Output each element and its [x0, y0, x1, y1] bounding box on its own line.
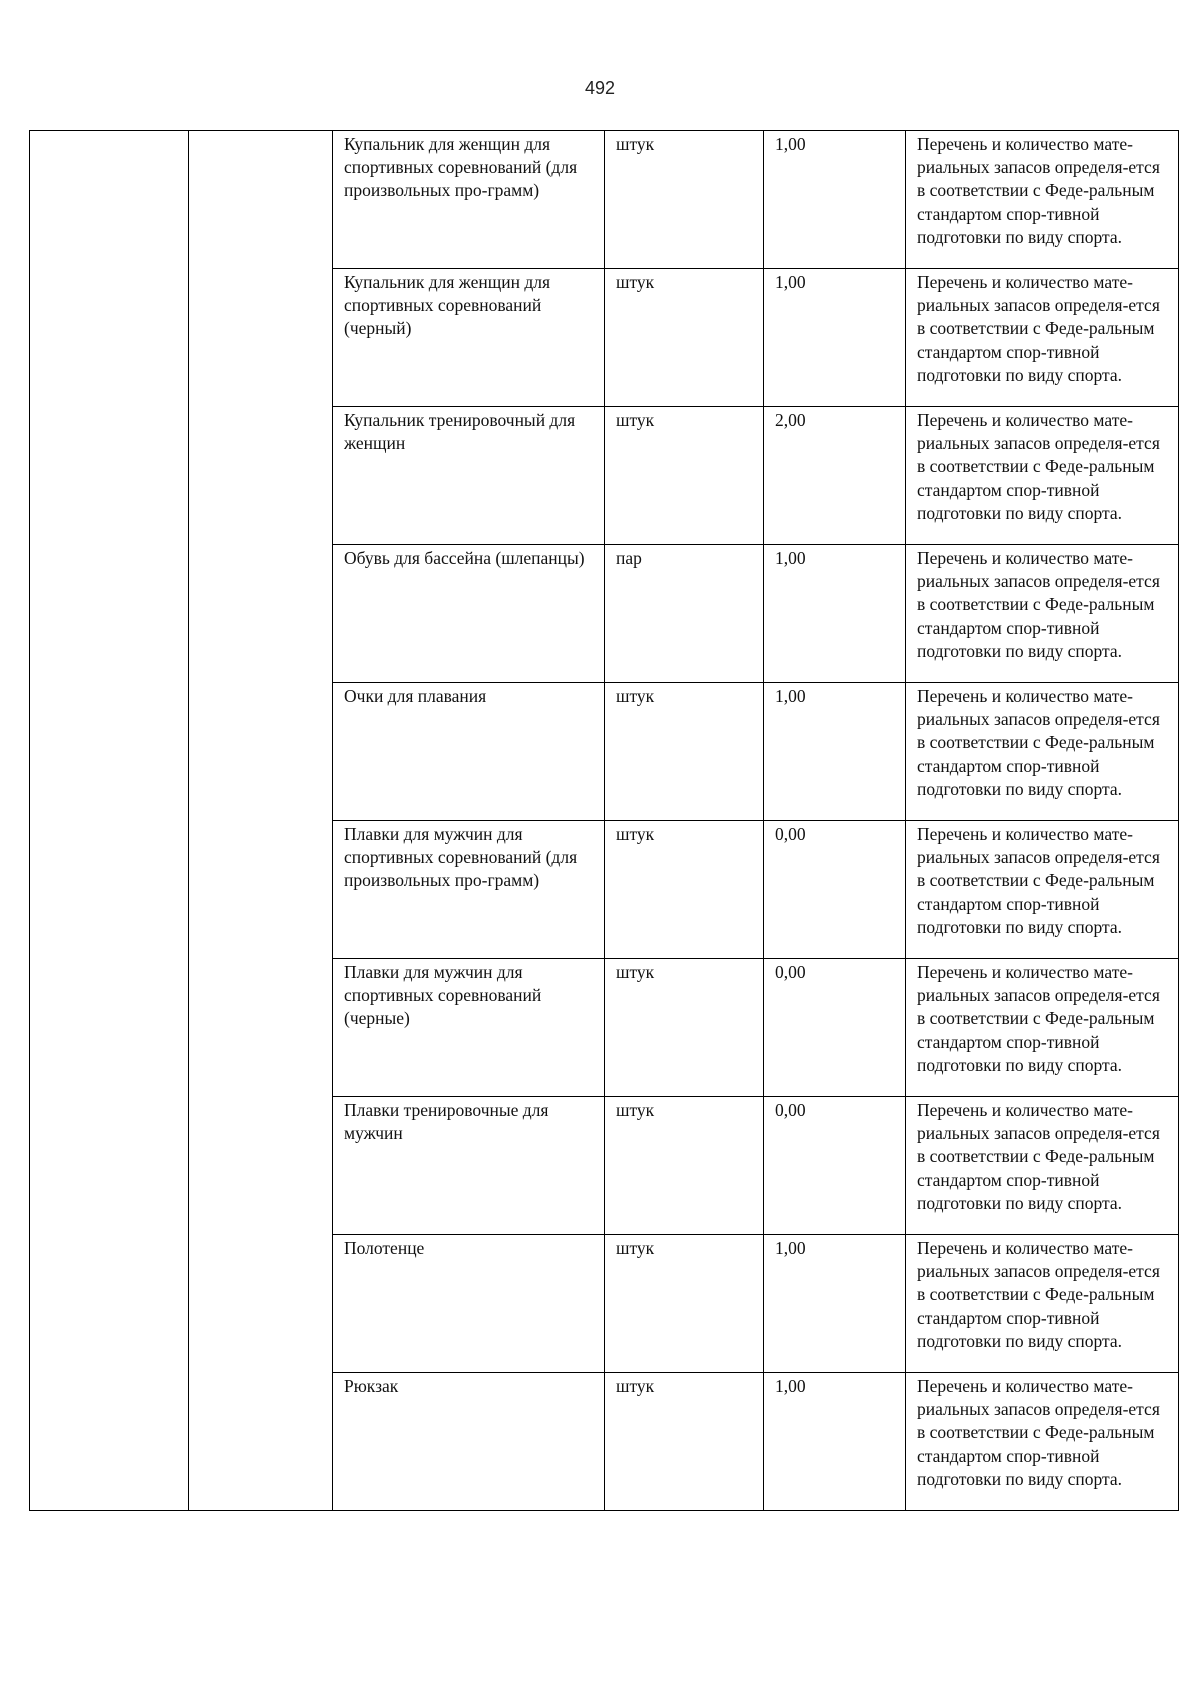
- table-row: [30, 131, 1179, 269]
- unit-cell: штук: [605, 821, 764, 959]
- item-name-cell: Плавки тренировочные для мужчин: [333, 1097, 605, 1235]
- item-name-cell: Очки для плавания: [333, 683, 605, 821]
- unit-cell: штук: [605, 959, 764, 1097]
- note-cell: Перечень и количество мате-риальных запасов определя-ется в соответствии с Феде-ральным стандартом спор-тивной подготовки по виду спорта.: [906, 821, 1179, 959]
- merged-empty-cell-1: [30, 131, 189, 1511]
- item-name-cell: Плавки для мужчин для спортивных соревнований (черные): [333, 959, 605, 1097]
- unit-cell: штук: [605, 1373, 764, 1511]
- note-cell: Перечень и количество мате-риальных запасов определя-ется в соответствии с Феде-ральным стандартом спор-тивной подготовки по виду спорта.: [906, 959, 1179, 1097]
- unit-cell: штук: [605, 1097, 764, 1235]
- unit-cell: штук: [605, 1235, 764, 1373]
- quantity-cell: 1,00: [764, 1373, 906, 1511]
- unit-cell: пар: [605, 545, 764, 683]
- page-number: 492: [584, 78, 616, 98]
- unit-cell: штук: [605, 407, 764, 545]
- note-cell: Перечень и количество мате-риальных запасов определя-ется в соответствии с Феде-ральным стандартом спор-тивной подготовки по виду спорта.: [906, 269, 1179, 407]
- quantity-cell: 0,00: [764, 1097, 906, 1235]
- quantity-cell: 2,00: [764, 407, 906, 545]
- quantity-cell: 1,00: [764, 545, 906, 683]
- item-name-cell: Купальник для женщин для спортивных соревнований (для произвольных про-грамм): [333, 131, 605, 269]
- item-name-cell: Плавки для мужчин для спортивных соревнований (для произвольных про-грамм): [333, 821, 605, 959]
- materials-table: [29, 130, 1179, 1511]
- quantity-cell: 1,00: [764, 1235, 906, 1373]
- merged-empty-cell-2: [189, 131, 333, 1511]
- note-cell: Перечень и количество мате-риальных запасов определя-ется в соответствии с Феде-ральным стандартом спор-тивной подготовки по виду спорта.: [906, 1235, 1179, 1373]
- quantity-cell: 0,00: [764, 821, 906, 959]
- note-cell: Перечень и количество мате-риальных запасов определя-ется в соответствии с Феде-ральным стандартом спор-тивной подготовки по виду спорта.: [906, 407, 1179, 545]
- note-cell: Перечень и количество мате-риальных запасов определя-ется в соответствии с Феде-ральным стандартом спор-тивной подготовки по виду спорта.: [906, 1097, 1179, 1235]
- unit-cell: штук: [605, 131, 764, 269]
- quantity-cell: 1,00: [764, 269, 906, 407]
- item-name-cell: Купальник тренировочный для женщин: [333, 407, 605, 545]
- note-cell: Перечень и количество мате-риальных запасов определя-ется в соответствии с Феде-ральным стандартом спор-тивной подготовки по виду спорта.: [906, 1373, 1179, 1511]
- unit-cell: штук: [605, 269, 764, 407]
- quantity-cell: 0,00: [764, 959, 906, 1097]
- quantity-cell: 1,00: [764, 131, 906, 269]
- unit-cell: штук: [605, 683, 764, 821]
- item-name-cell: Рюкзак: [333, 1373, 605, 1511]
- note-cell: Перечень и количество мате-риальных запасов определя-ется в соответствии с Феде-ральным стандартом спор-тивной подготовки по виду спорта.: [906, 683, 1179, 821]
- item-name-cell: Купальник для женщин для спортивных соревнований (черный): [333, 269, 605, 407]
- note-cell: Перечень и количество мате-риальных запасов определя-ется в соответствии с Феде-ральным стандартом спор-тивной подготовки по виду спорта.: [906, 545, 1179, 683]
- item-name-cell: Обувь для бассейна (шлепанцы): [333, 545, 605, 683]
- note-cell: Перечень и количество мате-риальных запасов определя-ется в соответствии с Феде-ральным стандартом спор-тивной подготовки по виду спорта.: [906, 131, 1179, 269]
- item-name-cell: Полотенце: [333, 1235, 605, 1373]
- quantity-cell: 1,00: [764, 683, 906, 821]
